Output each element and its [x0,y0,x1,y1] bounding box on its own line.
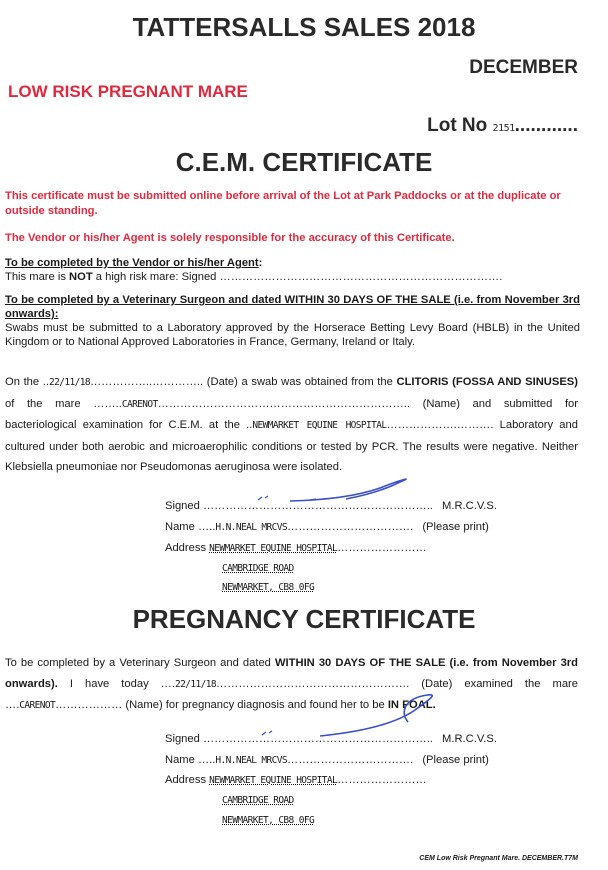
cem-vet-name: H.N.NEAL MRCVS [215,522,288,533]
pregnancy-signature [250,688,450,743]
pregnancy-mare-name: CARENOT [19,700,56,711]
please-print-label: (Please print) [422,521,489,533]
please-print-label: (Please print) [422,754,489,766]
preg-address-line-1: NEWMARKET EQUINE HOSPITAL [209,775,338,786]
form-reference-footer: CEM Low Risk Pregnant Mare. DECEMBER.T7M [419,855,578,862]
signed-dots: …………………………………………………….. [202,733,433,745]
cem-certificate-title: C.E.M. CERTIFICATE [175,147,433,177]
lot-label: Lot No [427,115,488,136]
swab-date: 22/11/18 [49,377,90,388]
preg-deadline: WITHIN 30 DAYS OF THE SALE (i.e. from November 3rd onwards). [5,657,578,690]
cem-signature [250,470,430,515]
in-foal-result: IN FOAL. [387,699,436,711]
mrcvs-label: M.R.C.V.S. [442,500,497,512]
preg-address-line-3: NEWMARKET, CB8 0FG [222,815,315,826]
signed-label: Signed [165,500,200,512]
sale-month: DECEMBER [469,57,578,78]
preg-text-start: To be completed by a Veterinary Surgeon and dated [5,657,275,669]
signed-label: Signed [165,733,200,745]
cem-statement [5,372,578,478]
cem-address-line-2: CAMBRIDGE ROAD [222,563,294,574]
on-the-text: On the .. [5,376,50,388]
vendor-section [5,256,580,284]
cem-name-row [165,521,489,533]
preg-address-line-2: CAMBRIDGE ROAD [222,795,294,806]
name-dots-end: ……………………………. [287,754,414,766]
name-label: Name [165,521,195,533]
lot-dots: ............ [514,115,578,136]
name-label: Name [165,754,195,766]
vendor-heading-colon: : [258,257,263,269]
vendor-heading: To be completed by the Vendor or his/her Agent [5,257,259,269]
vendor-line-not: NOT [69,271,93,283]
of-mare-text: of the mare …….. [5,397,122,410]
pregnancy-certificate-title: PREGNANCY CERTIFICATE [132,604,476,634]
vendor-line-start: This mare is [5,271,70,283]
pregnancy-exam-date: 22/11/18 [174,678,216,690]
cem-mare-name: CARENOT [121,398,158,410]
swab-requirement: Swabs must be submitted to a Laboratory approved by the Horserace Betting Levy Board (HBLB) in the United Kingdom or to National Approved Laboratories in France, Germany, Ireland or Italy. [5,322,580,348]
laboratory-name: NEWMARKET EQUINE HOSPITAL [252,420,387,431]
cem-address-line-1: NEWMARKET EQUINE HOSPITAL [209,543,338,554]
preg-examined-text: ……………………………………………. (Date) examined the mare …. [5,677,578,711]
submission-notice: This certificate must be submitted online before arrival of the Lot at Park Paddocks or at the duplicate or outside standing. [5,190,561,217]
preg-vet-name: H.N.NEAL MRCVS [215,755,288,766]
vet-section-intro [5,293,580,349]
name-dots-end: ……………………………. [287,521,414,533]
clitoris-text: CLITORIS (FOSSA AND SINUSES) [396,376,578,388]
responsibility-notice: The Vendor or his/her Agent is solely responsible for the accuracy of this Certificate. [5,232,455,244]
address-dots: …………………… [337,542,427,554]
vendor-line-end: a high risk mare: Signed …………………………………………………………………. [92,271,503,283]
cem-address-line-3: NEWMARKET, CB8 0FG [222,582,315,593]
address-dots: …………………… [337,774,427,786]
preg-name-row [165,754,489,766]
signed-dots: …………………………………………………….. [202,500,433,512]
vet-heading: To be completed by a Veterinary Surgeon and dated WITHIN 30 DAYS OF THE SALE (i.e. from November 3rd onwards): [5,294,580,320]
name-dots-start: ….. [197,754,216,766]
after-lab-text: ……………….………. Laboratory and cultured under both aerobic and microaerophilic conditions or tested by PCR. The results were negative. Neither Klebsiella pneumoniae nor Pseudomonas aeruginosa were isolated. [5,419,578,473]
sale-title: TATTERSALLS SALES 2018 [132,12,476,42]
lot-number-field [427,115,578,137]
address-label: Address [165,542,207,554]
lot-number: 2151 [492,123,515,134]
mrcvs-label: M.R.C.V.S. [442,733,497,745]
preg-diagnosis-text: ……………… (Name) for pregnancy diagnosis and found her to be [55,699,388,711]
preg-address-row [165,774,427,786]
address-label: Address [165,774,207,786]
cem-address-row [165,542,427,554]
preg-today-text: I have today …. [57,677,175,690]
after-date-text: ……………..………….. (Date) a swab was obtained from the [89,376,397,388]
risk-category-label: LOW RISK PREGNANT MARE [8,82,248,101]
name-dots-start: ….. [197,521,216,533]
after-name-text: ………………………………………………………….. (Name) and submitted for bacteriological examination for C.E.M. at the .. [5,397,578,431]
